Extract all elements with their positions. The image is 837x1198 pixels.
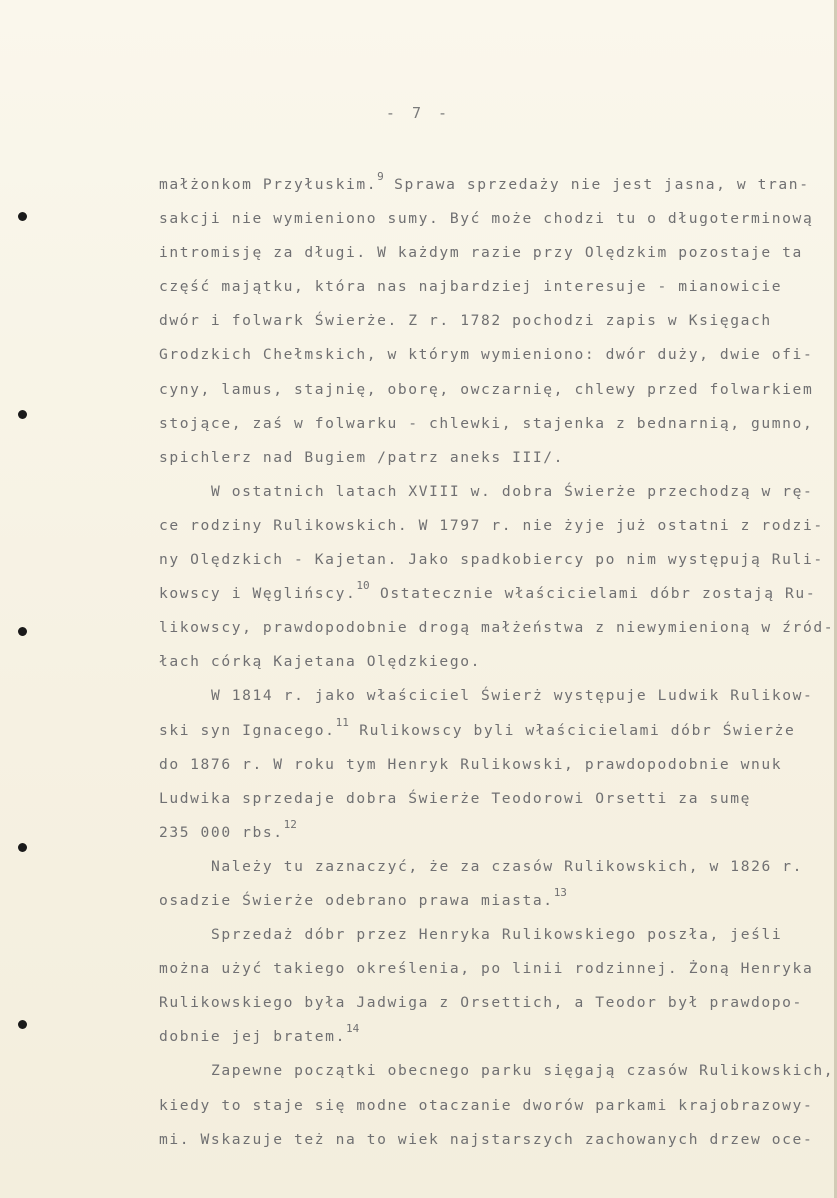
body-text (159, 168, 835, 1157)
text-line (159, 918, 829, 952)
text-line (159, 645, 829, 679)
line-text-continued: Rulikowscy byli właścicielami dóbr Świerże (348, 721, 796, 739)
page-number: - 7 - (385, 104, 452, 122)
footnote-marker: 13 (553, 885, 567, 899)
text-line (159, 714, 829, 748)
line-text: mi. Wskazuje też na to wiek najstarszych zachowanych drzew oce- (159, 1130, 814, 1148)
line-text: Ludwika sprzedaje dobra Świerże Teodorowi Orsetti za sumę (159, 789, 752, 807)
line-text: kowscy i Węglińscy. (159, 585, 357, 603)
text-line (159, 1054, 835, 1088)
text-line (159, 543, 829, 577)
line-text: sakcji nie wymieniono sumy. Być może chodzi tu o długoterminową (159, 210, 814, 228)
punch-hole (18, 410, 27, 419)
line-text: Grodzkich Chełmskich, w którym wymieniono: dwór duży, dwie ofi- (159, 346, 814, 364)
text-line (159, 952, 829, 986)
footnote-marker: 14 (345, 1022, 360, 1036)
line-text: W ostatnich latach XVIII w. dobra Świerże przechodzą w rę- (211, 482, 814, 500)
line-text: intromisję za długi. W każdym razie przy Olędzkim pozostaje ta (159, 244, 803, 262)
footnote-marker: 11 (335, 715, 349, 729)
line-text-continued: Ostatecznie właścicielami dóbr zostają Ru- (369, 585, 817, 603)
text-line (159, 679, 829, 713)
text-line (159, 202, 829, 236)
line-text: osadzie Świerże odebrano prawa miasta. (159, 891, 554, 909)
text-line (159, 577, 829, 611)
text-line (159, 373, 829, 407)
punch-hole (18, 843, 27, 852)
text-line (159, 850, 829, 884)
text-line (159, 304, 829, 338)
text-line (159, 782, 829, 816)
line-text: Sprzedaż dóbr przez Henryka Rulikowskiego poszła, jeśli (211, 926, 783, 944)
text-line (159, 270, 829, 304)
line-text: ny Olędzkich - Kajetan. Jako spadkobiercy po nim występują Ruli- (159, 551, 824, 569)
footnote-marker: 10 (356, 579, 370, 593)
line-text: łach córką Kajetana Olędzkiego. (159, 653, 481, 671)
line-text: cyny, lamus, stajnię, oborę, owczarnię, chlewy przed folwarkiem (159, 380, 814, 398)
text-line (159, 168, 829, 202)
line-text: kiedy to staje się modne otaczanie dworów parkami krajobrazowy- (159, 1096, 814, 1114)
line-text: można użyć takiego określenia, po linii rodzinnej. Żoną Henryka (159, 960, 814, 978)
line-text: W 1814 r. jako właściciel Świerż występuje Ludwik Rulikow- (211, 687, 814, 705)
line-text: małżonkom Przyłuskim. (159, 176, 378, 193)
text-line (159, 884, 829, 918)
line-text: spichlerz nad Bugiem /patrz aneks III/. (159, 448, 565, 466)
footnote-marker: 12 (283, 817, 297, 831)
text-line (159, 236, 829, 270)
text-line (159, 338, 829, 372)
punch-hole (18, 212, 27, 221)
line-text: 235 000 rbs. (159, 823, 284, 841)
line-text: do 1876 r. W roku tym Henryk Rulikowski, prawdopodobnie wnuk (159, 755, 783, 773)
text-line (159, 611, 835, 645)
text-line (159, 475, 829, 509)
line-text: ski syn Ignacego. (159, 721, 336, 739)
text-line (159, 509, 829, 543)
punch-hole (18, 1020, 27, 1029)
text-line (159, 1089, 829, 1123)
punch-hole (18, 627, 27, 636)
line-text: stojące, zaś w folwarku - chlewki, stajenka z bednarnią, gumno, (159, 414, 814, 432)
line-text: dobnie jej bratem. (159, 1028, 346, 1046)
footnote-marker: 9 (377, 170, 384, 183)
line-text: likowscy, prawdopodobnie drogą małżeństwa z niewymienioną w źród- (159, 619, 835, 637)
text-line (159, 816, 829, 850)
line-text: część majątku, która nas najbardziej interesuje - mianowicie (159, 278, 783, 296)
line-text: dwór i folwark Świerże. Z r. 1782 pochodzi zapis w Księgach (159, 312, 772, 330)
text-line (159, 407, 829, 441)
text-line (159, 1020, 829, 1054)
line-text: Należy tu zaznaczyć, że za czasów Rulikowskich, w 1826 r. (211, 857, 804, 875)
text-line (159, 1123, 829, 1157)
line-text: ce rodziny Rulikowskich. W 1797 r. nie żyje już ostatni z rodzi- (159, 516, 824, 534)
text-line (159, 986, 829, 1020)
text-line (159, 441, 829, 475)
line-text: Zapewne początki obecnego parku sięgają czasów Rulikowskich, (211, 1062, 835, 1080)
line-text-continued: Sprawa sprzedaży nie jest jasna, w tran- (383, 176, 810, 193)
line-text: Rulikowskiego była Jadwiga z Orsettich, a Teodor był prawdopo- (159, 994, 803, 1012)
text-line (159, 748, 829, 782)
